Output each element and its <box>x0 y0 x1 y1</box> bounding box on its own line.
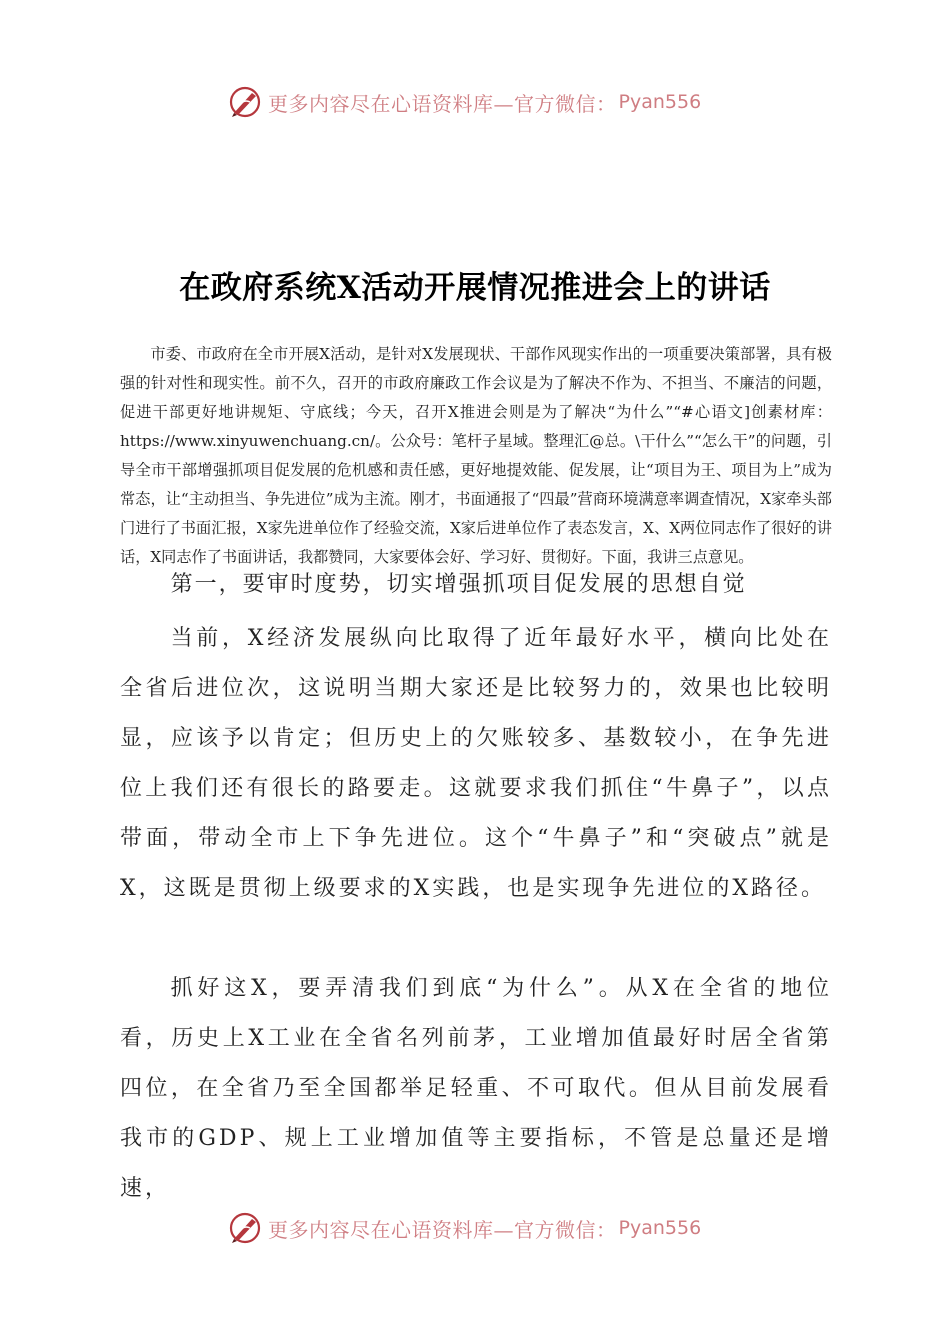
intro-paragraph: 市委、市政府在全市开展X活动，是针对X发展现状、干部作风现实作出的一项重要决策部署，具有极强的针对性和现实性。前不久，召开的市政府廉政工作会议是为了解决不作为、不担当、不廉洁的问题，促进干部更好地讲规矩、守底线；今天，召开X推进会则是为了解决“为什么”“#心语文]创素材库：https://www.xinyuwenchuang.cn/。公众号：笔杆子星域。整理汇@总。\干什么”“怎么干”的问题，引导全市干部增强抓项目促发展的危机感和责任感，更好地提效能、促发展，让“项目为王、项目为上”成为常态，让“主动担当、争先进位”成为主流。刚才，书面通报了“四最”营商环境满意率调查情况，X家牵头部门进行了书面汇报，X家先进单位作了经验交流，X家后进单位作了表态发言，X、X两位同志作了很好的讲话，X同志作了书面讲话，我都赞同，大家要体会好、学习好、贯彻好。下面，我讲三点意见。 <box>120 345 832 566</box>
watermark-text: 更多内容尽在心语资料库—官方微信： <box>268 1217 617 1242</box>
body-paragraph: 当前，X经济发展纵向比取得了近年最好水平，横向比处在全省后进位次，这说明当期大家还是比较努力的，效果也比较明显，应该予以肯定；但历史上的欠账较多、基数较小，在争先进位上我们还有很长的路要走。这就要求我们抓住“牛鼻子”，以点带面，带动全市上下争先进位。这个“牛鼻子”和“突破点”就是X，这既是贯彻上级要求的X实践，也是实现争先进位的X路径。 <box>120 626 832 901</box>
watermark-banner-bottom <box>0 1208 950 1248</box>
body-paragraph: 抓好这X，要弄清我们到底“为什么”。从X在全省的地位看，历史上X工业在全省名列前茅，工业增加值最好时居全省第四位，在全省乃至全国都举足轻重、不可取代。但从目前发展看我市的GDP、规上工业增加值等主要指标，不管是总量还是增速， <box>120 976 832 1201</box>
watermark-handle: Pyan556 <box>618 91 702 113</box>
pen-logo-icon <box>228 85 262 119</box>
watermark-handle: Pyan556 <box>618 1217 702 1239</box>
document-title: 在政府系统X活动开展情况推进会上的讲话 <box>179 270 771 306</box>
pen-logo-icon <box>228 1211 262 1245</box>
watermark-text: 更多内容尽在心语资料库—官方微信： <box>268 91 617 116</box>
watermark-banner-top <box>0 82 950 122</box>
section-heading: 第一，要审时度势，切实增强抓项目促发展的思想自觉 <box>170 572 747 597</box>
